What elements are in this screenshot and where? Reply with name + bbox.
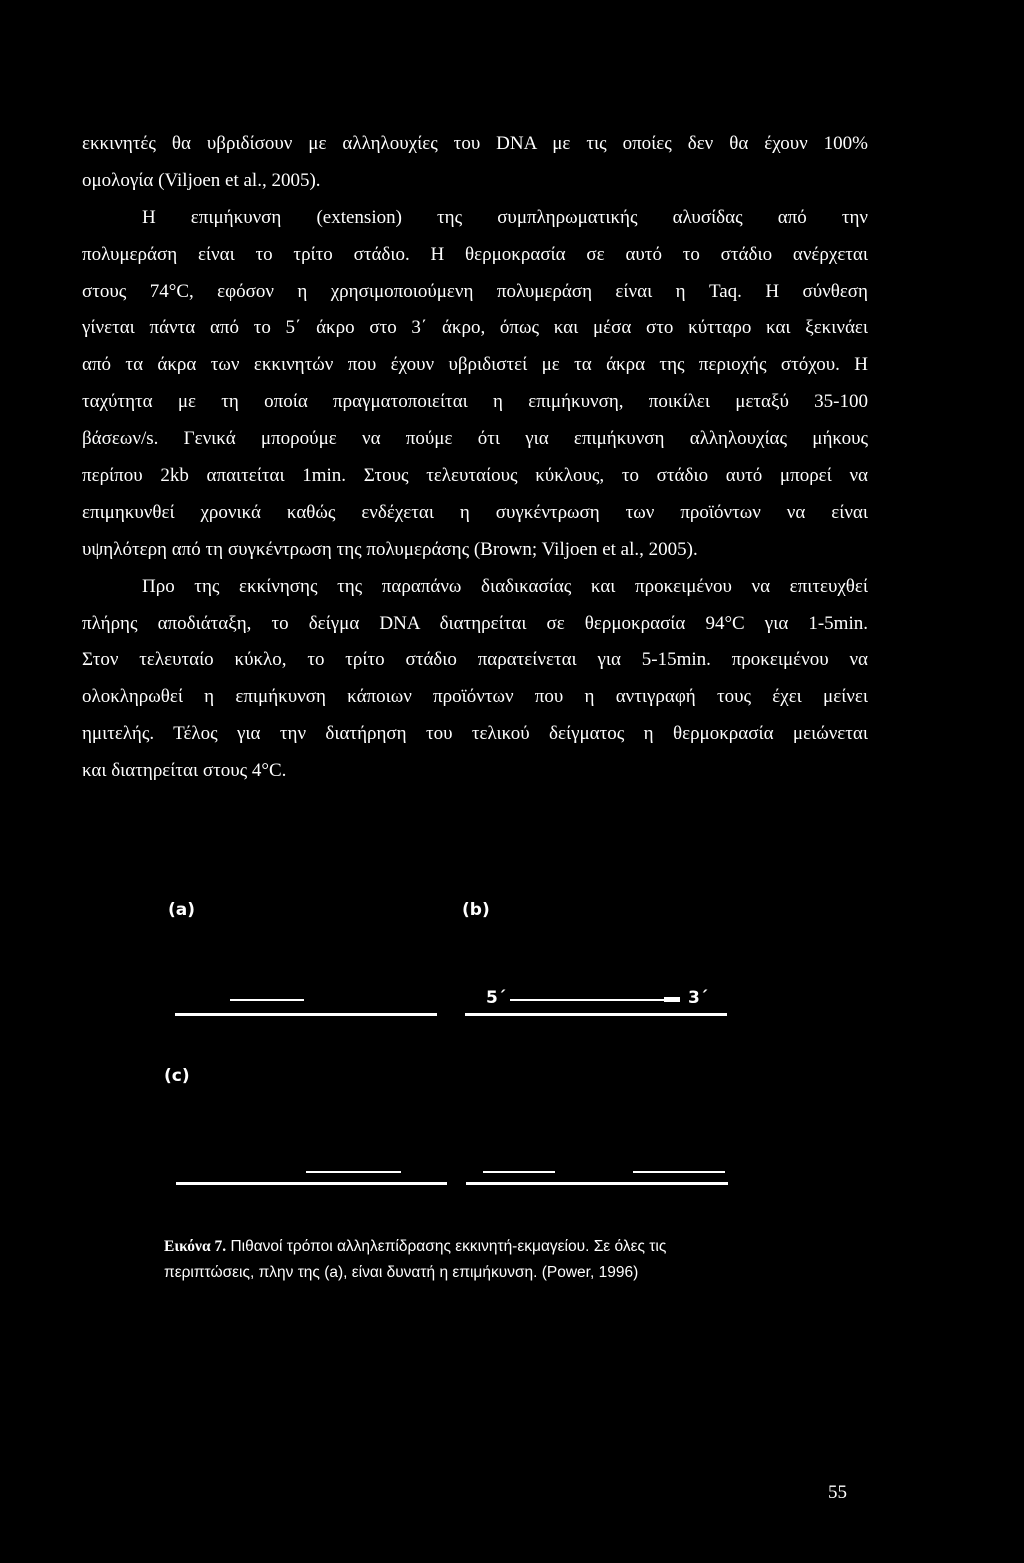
body-text xyxy=(82,126,868,790)
primer-strand-c-right xyxy=(633,1171,725,1173)
caption-text-line1: Πιθανοί τρόποι αλληλεπίδρασης εκκινητή-εκμαγείου. Σε όλες τις xyxy=(226,1238,667,1255)
text-line: ταχύτητα με τη οποία πραγματοποιείται η επιμήκυνση, ποικίλει μεταξύ 35-100 xyxy=(82,391,868,413)
primer-strand-b-head xyxy=(664,997,680,1002)
primer-strand-c xyxy=(306,1171,401,1173)
text-line: γίνεται πάντα από το 5΄ άκρο στο 3΄ άκρο, όπως και μέσα στο κύτταρο και ξεκινάει xyxy=(82,317,868,339)
text-line: και διατηρείται στους 4°C. xyxy=(82,760,287,782)
figure-label-b: (b) xyxy=(462,900,490,920)
text-line: βάσεων/s. Γενικά μπορούμε να πούμε ότι για επιμήκυνση αλληλουχίας μήκους xyxy=(82,428,868,450)
text-line: πλήρης αποδιάταξη, το δείγμα DNA διατηρείται σε θερμοκρασία 94°C για 1-5min. xyxy=(82,612,868,634)
caption-text-line2: περιπτώσεις, πλην της (a), είναι δυνατή η επιμήκυνση. (Power, 1996) xyxy=(164,1264,639,1281)
text-line: ομολογία (Viljoen et al., 2005). xyxy=(82,169,321,191)
figure-label-c: (c) xyxy=(164,1066,190,1086)
text-line: πολυμεράση είναι το τρίτο στάδιο. Η θερμοκρασία σε αυτό το στάδιο ανέρχεται xyxy=(82,243,868,265)
text-line: περίπου 2kb απαιτείται 1min. Στους τελευταίους κύκλους, το στάδιο αυτό μπορεί να xyxy=(82,465,868,487)
text-line: επιμηκυνθεί χρονικά καθώς ενδέχεται η συγκέντρωση των προϊόντων να είναι xyxy=(82,501,868,523)
template-strand-c-left xyxy=(176,1182,447,1185)
text-line: εκκινητές θα υβριδίσουν με αλληλουχίες του DNA με τις οποίες δεν θα έχουν 100% xyxy=(82,133,868,154)
caption-label: Εικόνα 7. xyxy=(164,1238,227,1255)
text-line: ημιτελής. Τέλος για την διατήρηση του τελικού δείγματος η θερμοκρασία μειώνεται xyxy=(82,723,868,745)
primer-strand-a xyxy=(230,999,304,1001)
text-line: Προ της εκκίνησης της παραπάνω διαδικασίας και προκειμένου να επιτευχθεί xyxy=(142,575,868,597)
text-line: υψηλότερη από τη συγκέντρωση της πολυμεράσης (Brown; Viljoen et al., 2005). xyxy=(82,538,698,560)
primer-strand-b xyxy=(510,999,668,1001)
five-prime-label: 5΄ xyxy=(486,988,506,1008)
template-strand-a xyxy=(175,1013,437,1016)
template-strand-c-right xyxy=(466,1182,728,1185)
primer-strand-c-mid xyxy=(483,1171,555,1173)
text-line: Η επιμήκυνση (extension) της συμπληρωματικής αλυσίδας από την xyxy=(142,206,868,228)
text-line: Στον τελευταίο κύκλο, το τρίτο στάδιο παρατείνεται για 5-15min. προκειμένου να xyxy=(82,649,868,671)
page-number: 55 xyxy=(828,1482,847,1503)
template-strand-b xyxy=(465,1013,727,1016)
figure-caption xyxy=(164,1234,744,1286)
figure-label-a: (a) xyxy=(168,900,196,920)
text-line: ολοκληρωθεί η επιμήκυνση κάποιων προϊόντων που η αντιγραφή τους έχει μείνει xyxy=(82,686,868,708)
three-prime-label: 3΄ xyxy=(688,988,708,1008)
text-line: από τα άκρα των εκκινητών που έχουν υβριδιστεί με τα άκρα της περιοχής στόχου. Η xyxy=(82,354,868,376)
text-line: στους 74°C, εφόσον η χρησιμοποιούμενη πολυμεράση είναι η Taq. Η σύνθεση xyxy=(82,280,868,302)
